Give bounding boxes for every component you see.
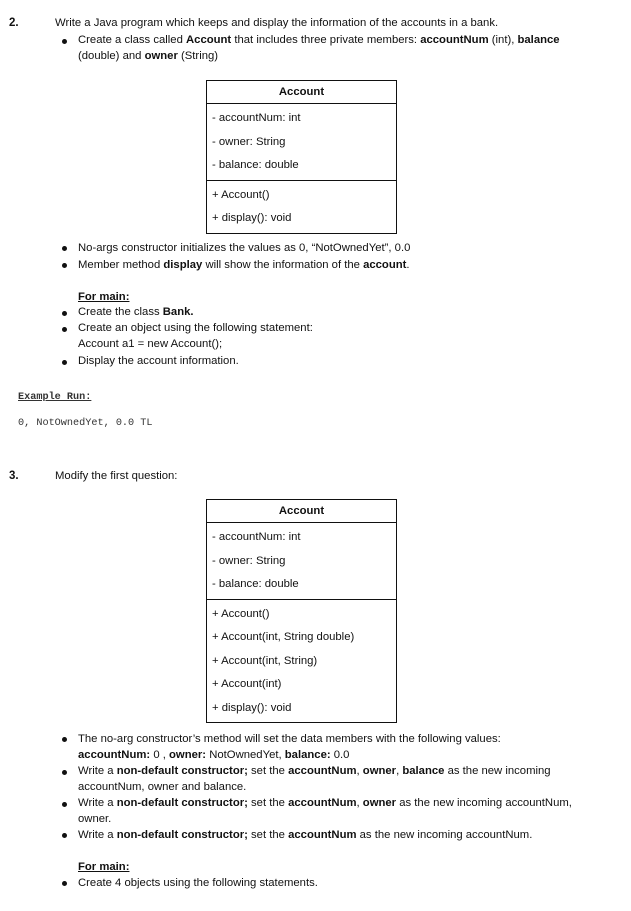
- uml-attribute: - accountNum: int: [212, 531, 301, 543]
- bullet-dot: [62, 311, 67, 316]
- bullet-dot: [62, 881, 67, 886]
- q2-for-main-heading: For main:: [78, 291, 130, 303]
- q3-main-create-objects: Create 4 objects using the following statements.: [78, 877, 318, 889]
- example-run-label: Example Run:: [18, 392, 92, 403]
- question-3-intro: Modify the first question:: [55, 470, 178, 482]
- uml-account-diagram: [206, 80, 397, 234]
- uml-attribute: - balance: double: [212, 159, 299, 171]
- uml-attribute: - accountNum: int: [212, 112, 301, 124]
- q2-main-display-info: Display the account information.: [78, 355, 239, 367]
- q3-bullet-constructor-3-line2: accountNum, owner and balance.: [78, 781, 247, 793]
- uml-method: + Account(int, String double): [212, 631, 355, 643]
- bullet-dot: [62, 263, 67, 268]
- uml-attributes: [207, 103, 396, 180]
- q3-bullet-constructor-2-line2: owner.: [78, 813, 112, 825]
- q3-for-main-heading: For main:: [78, 861, 130, 873]
- uml-method: + display(): void: [212, 212, 292, 224]
- q2-main-create-bank: Create the class Bank.: [78, 306, 194, 318]
- bullet-dot: [62, 327, 67, 332]
- uml-method: + Account(): [212, 188, 270, 201]
- uml-method: + display(): void: [212, 701, 292, 714]
- uml-attributes: [207, 522, 396, 599]
- bullet-dot: [62, 737, 67, 742]
- q2-bullet-create-class: Create a class called Account that includes three private members: accountNum (int), balance: [78, 34, 560, 46]
- question-2-number: 2.: [9, 17, 19, 29]
- q3-bullet-constructor-1: Write a non-default constructor; set the accountNum as the new incoming accountNum.: [78, 829, 533, 841]
- q3-bullet-no-arg: The no-arg constructor’s method will set the data members with the following values:: [78, 733, 501, 745]
- uml-class-name: Account: [278, 505, 325, 517]
- uml-attribute: - owner: String: [212, 554, 286, 567]
- uml-method: + Account(int, String): [212, 654, 318, 667]
- uml-class-name: Account: [278, 86, 325, 98]
- q3-bullet-no-arg-values: accountNum: 0 , owner: NotOwnedYet, balance: 0.0: [78, 749, 350, 761]
- uml-method: + Account(int): [212, 678, 282, 690]
- bullet-dot: [62, 802, 67, 807]
- uml-attribute: - balance: double: [212, 578, 299, 590]
- q2-bullet-no-args: No-args constructor initializes the values as 0, “NotOwnedYet”, 0.0: [78, 242, 411, 254]
- q2-main-code-statement: Account a1 = new Account();: [78, 338, 223, 350]
- q2-bullet-create-class-line2: (double) and owner (String): [78, 50, 219, 62]
- q3-bullet-constructor-3: Write a non-default constructor; set the accountNum, owner, balance as the new incoming: [78, 765, 551, 777]
- uml-methods: [207, 180, 396, 233]
- uml-methods: [207, 599, 396, 723]
- q2-bullet-display: Member method display will show the information of the account.: [78, 259, 410, 271]
- question-2-intro: Write a Java program which keeps and display the information of the accounts in a bank.: [55, 17, 499, 29]
- example-run-output: 0, NotOwnedYet, 0.0 TL: [18, 418, 153, 429]
- bullet-dot: [62, 833, 67, 838]
- bullet-dot: [62, 246, 67, 251]
- bullet-dot: [62, 39, 67, 44]
- uml-method: + Account(): [212, 607, 270, 620]
- bullet-dot: [62, 770, 67, 775]
- uml-account-diagram-modified: [206, 499, 397, 723]
- question-3-number: 3.: [9, 470, 19, 482]
- q3-bullet-constructor-2: Write a non-default constructor; set the accountNum, owner as the new incoming accountNum,: [78, 797, 572, 809]
- uml-attribute: - owner: String: [212, 135, 286, 148]
- bullet-dot: [62, 360, 67, 365]
- q2-main-create-object: Create an object using the following statement:: [78, 322, 313, 334]
